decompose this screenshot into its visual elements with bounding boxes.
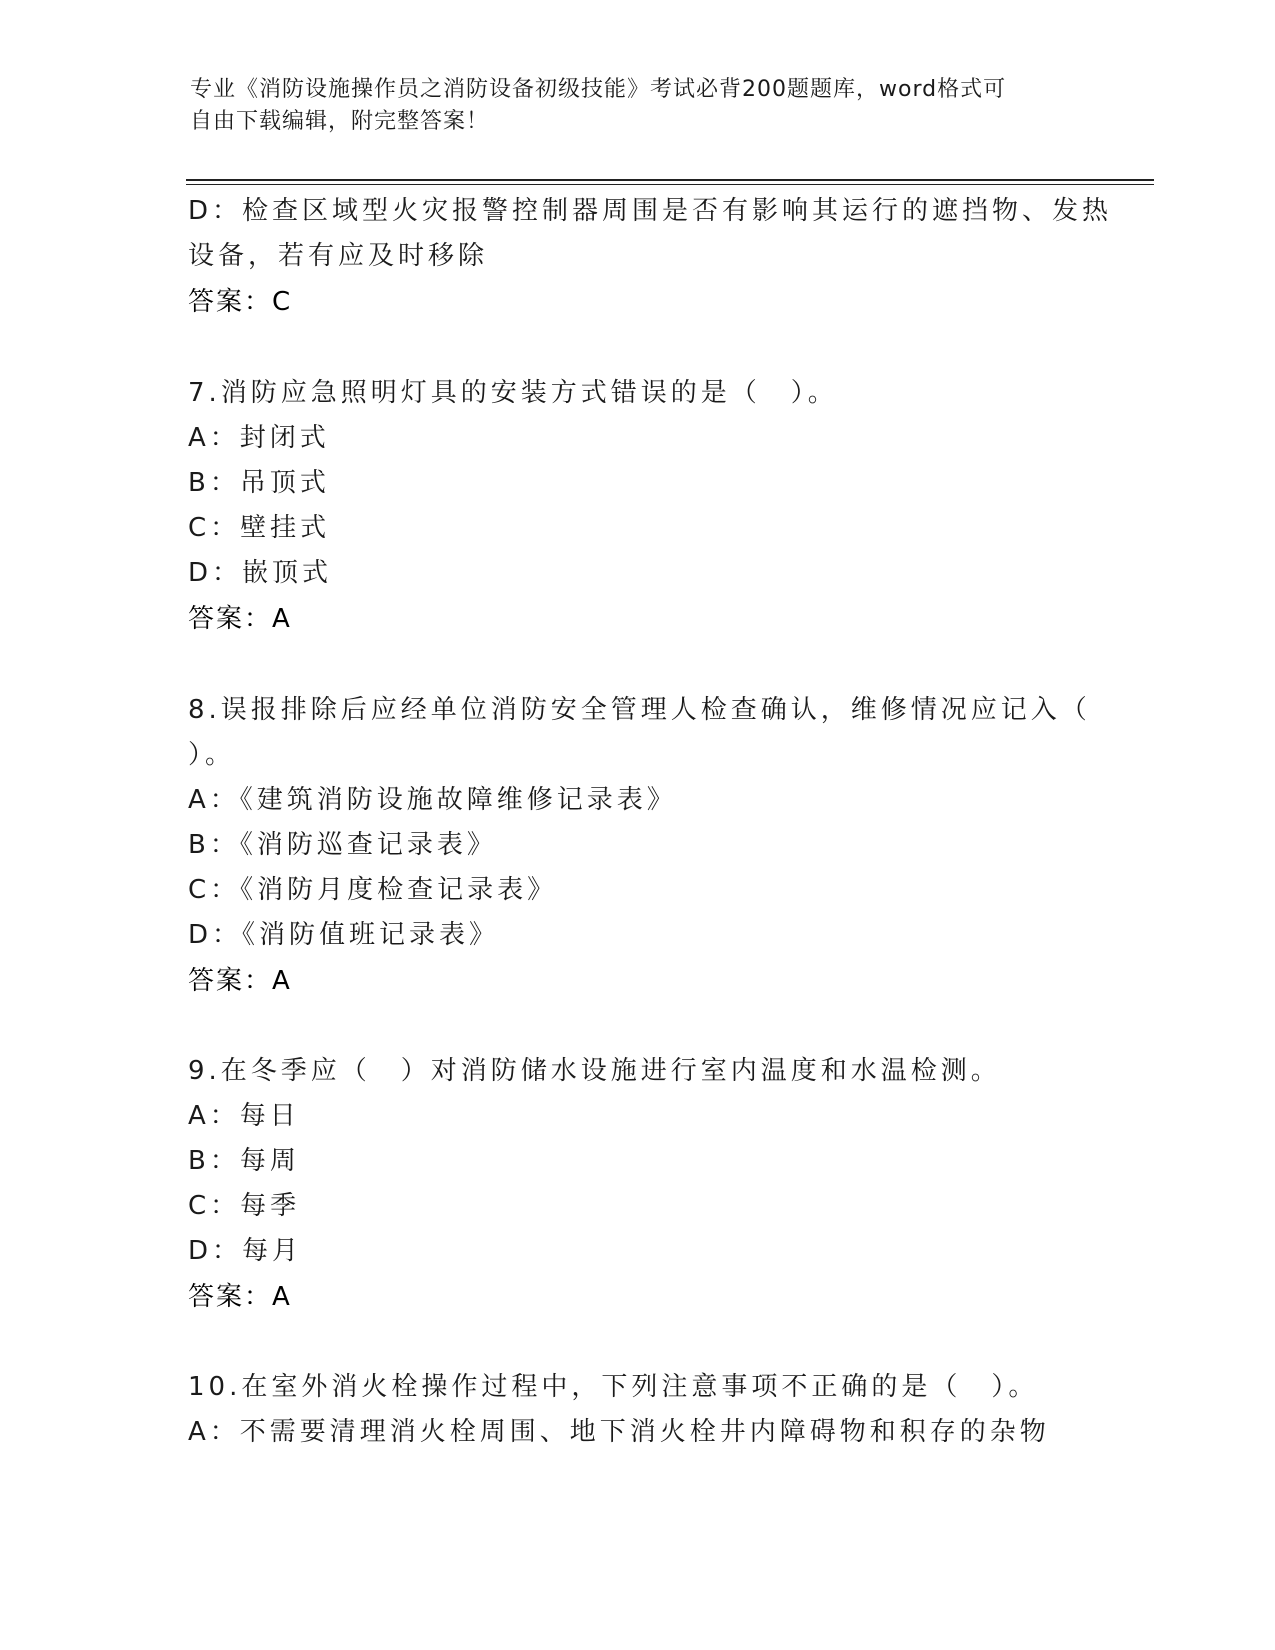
header-divider-thin — [186, 184, 1154, 185]
q7-stem: 7.消防应急照明灯具的安装方式错误的是（ ）。 — [188, 378, 838, 408]
q7-option-a: A：封闭式 — [188, 423, 330, 453]
q7-answer: 答案：A — [188, 604, 292, 634]
q6-option-d-line2: 设备，若有应及时移除 — [188, 241, 489, 271]
q8-stem-line1: 8.误报排除后应经单位消防安全管理人检查确认，维修情况应记入（ — [188, 695, 1091, 725]
q9-option-c: C：每季 — [188, 1191, 301, 1221]
q10-option-a: A：不需要清理消火栓周围、地下消火栓井内障碍物和积存的杂物 — [188, 1417, 1050, 1447]
q10-stem: 10.在室外消火栓操作过程中，下列注意事项不正确的是（ ）。 — [188, 1372, 1039, 1402]
q8-option-d: D：《消防值班记录表》 — [188, 920, 500, 950]
q7-option-c: C：壁挂式 — [188, 513, 331, 543]
q6-answer: 答案：C — [188, 287, 293, 317]
q9-option-a: A：每日 — [188, 1101, 300, 1131]
q9-answer: 答案：A — [188, 1282, 292, 1312]
q9-option-b: B：每周 — [188, 1146, 300, 1176]
q8-answer: 答案：A — [188, 966, 292, 996]
q9-option-d: D：每月 — [188, 1236, 303, 1266]
q9-stem: 9.在冬季应（ ）对消防储水设施进行室内温度和水温检测。 — [188, 1056, 1001, 1086]
q7-option-d: D：嵌顶式 — [188, 558, 333, 588]
q8-option-a: A：《建筑消防设施故障维修记录表》 — [188, 785, 677, 815]
header-line-1: 专业《消防设施操作员之消防设备初级技能》考试必背200题题库，word格式可 — [190, 77, 1007, 102]
q8-stem-line2: ）。 — [188, 740, 236, 770]
q7-option-b: B：吊顶式 — [188, 468, 330, 498]
q6-option-d-line1: D：检查区域型火灾报警控制器周围是否有影响其运行的遮挡物、发热 — [188, 196, 1113, 226]
q8-option-c: C：《消防月度检查记录表》 — [188, 875, 558, 905]
header-line-2: 自由下载编辑，附完整答案！ — [190, 109, 490, 134]
q8-option-b: B：《消防巡查记录表》 — [188, 830, 497, 860]
header-divider — [186, 179, 1154, 181]
document-header — [190, 74, 1070, 138]
